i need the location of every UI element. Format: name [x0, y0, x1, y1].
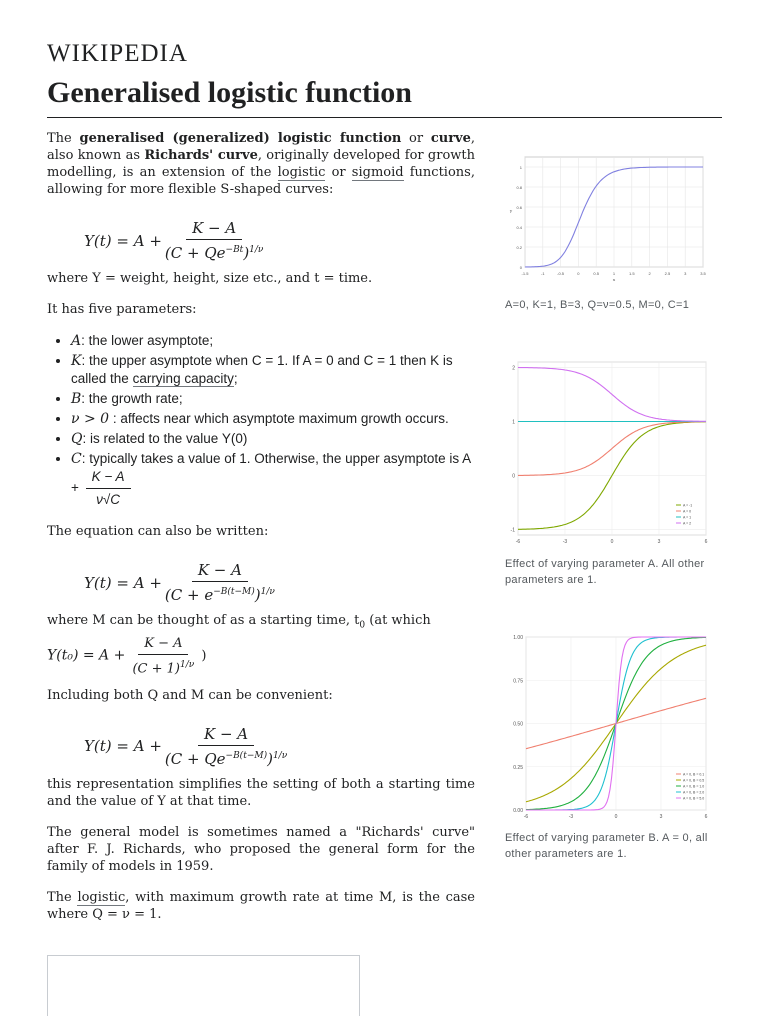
x-tick-label: 0.5	[593, 271, 599, 276]
figure-vary-b[interactable]	[506, 632, 712, 822]
list-item: • ν > 0 : affects near which asymptote maximum growth occurs.	[71, 410, 475, 428]
carrying-capacity-link[interactable]: carrying capacity	[132, 371, 234, 386]
legend-label: A = 2	[683, 521, 692, 526]
page-title: Generalised logistic function	[47, 76, 412, 109]
x-tick-label: -3	[562, 539, 568, 545]
y-tick-label: 0.00	[513, 808, 523, 814]
y-axis-label: y	[509, 208, 513, 213]
starting-time-paragraph: where M can be thought of as a starting time, $t_0$ (at which Y(t₀) = A + $\frac{K - A}{(C + 1)^{1/\nu}}$ )	[47, 613, 431, 676]
legend-label: A = 0, B = 5.0	[683, 796, 705, 801]
figure-caption: Effect of varying parameter A. All other parameters are 1.	[505, 558, 705, 586]
y-tick-label: 0.2	[516, 245, 522, 250]
x-tick-label: -1.5	[521, 271, 529, 276]
y-tick-label: 2	[512, 365, 515, 372]
simplifies-paragraph: this representation simplifies the setting of both a starting time and the value of Y at that time.	[47, 776, 475, 809]
logistic-link-2[interactable]: logistic	[77, 889, 126, 905]
x-tick-label: 3	[684, 271, 687, 276]
list-item: • Q: is related to the value Y(0)	[71, 430, 475, 448]
figure-richards-curve[interactable]	[507, 154, 707, 282]
x-axis-label: x	[612, 277, 616, 282]
legend-label: A = 0	[683, 509, 692, 514]
x-tick-label: -6	[523, 814, 529, 820]
y-tick-label: -1	[510, 527, 515, 534]
legend-label: A = 0, B = 0.1	[683, 772, 705, 777]
legend-label: A = 0, B = 1.0	[683, 784, 705, 789]
figure-vary-a[interactable]	[506, 357, 712, 547]
general-model-paragraph: The general model is sometimes named a "Richards' curve" after F. J. Richards, who proposed the general form for the family of models in 1959.	[47, 824, 475, 874]
legend-label: A = -1	[683, 503, 693, 508]
x-tick-label: 1	[612, 271, 616, 276]
x-tick-label: -0.5	[557, 271, 565, 276]
legend-label: A = 1	[683, 515, 692, 520]
x-tick-label: 3	[659, 814, 663, 820]
figure-caption: A=0, K=1, B=3, Q=ν=0.5, M=0, C=1	[505, 299, 690, 311]
x-tick-label: 0	[614, 814, 618, 820]
list-item: • C: typically takes a value of 1. Otherwise, the upper asymptote is A + $\frac{K - A}{\nu√C}$	[71, 450, 475, 509]
five-params-text: It has five parameters:	[47, 302, 197, 317]
figure-caption: Effect of varying parameter B. A = 0, all other parameters are 1.	[505, 832, 708, 860]
logistic-link[interactable]: logistic	[277, 165, 326, 180]
x-tick-label: 6	[704, 814, 708, 820]
sigmoid-link[interactable]: sigmoid	[351, 165, 404, 180]
x-tick-label: -6	[515, 539, 521, 545]
x-tick-label: 2.5	[664, 271, 671, 276]
including-text: Including both Q and M can be convenient:	[47, 687, 333, 703]
y-tick-label: 1	[512, 419, 515, 426]
y-tick-label: 0.75	[513, 678, 523, 685]
where-paragraph: where Y = weight, height, size etc., and t = time.	[47, 271, 373, 286]
x-tick-label: 1.5	[629, 271, 635, 276]
equation-3: Y(t) = A + $\frac{K - A}{(C + Qe^{-B(t-M)})^{1/\nu}}$	[84, 724, 288, 768]
equation-1: Y(t) = A + $\frac{K - A}{(C + Qe^{-Bt})^{1/\nu}}$	[84, 219, 264, 262]
y-tick-label: 0.25	[513, 764, 523, 771]
y-tick-label: 0.4	[516, 225, 522, 230]
y-tick-label: 0.8	[516, 185, 522, 190]
x-tick-label: 6	[704, 539, 708, 545]
x-tick-label: 2	[648, 271, 651, 276]
x-tick-label: 3.5	[700, 271, 706, 276]
parameter-list	[47, 332, 475, 509]
y-tick-label: 0	[519, 265, 522, 270]
equation-2: Y(t) = A + $\frac{K - A}{(C + e^{-B(t-M)})^{1/\nu}}$	[84, 561, 275, 604]
wikipedia-wordmark[interactable]: WIKIPEDIA	[47, 40, 188, 67]
y-tick-label: 0.6	[516, 205, 522, 210]
intro-paragraph: The generalised (generalized) logistic function or curve, also known as Richards' curve, originally developed for growth modelling, is an extension of the logistic or sigmoid functions, allowing for more flexible S-shaped curves:	[47, 131, 476, 197]
x-tick-label: 0	[577, 271, 580, 276]
list-item: • A: the lower asymptote;	[71, 332, 475, 350]
y-tick-label: 1.00	[513, 635, 523, 641]
x-tick-label: -3	[568, 814, 574, 820]
x-tick-label: 0	[610, 539, 614, 545]
x-tick-label: -1	[541, 271, 545, 276]
x-tick-label: 3	[657, 539, 661, 545]
y-tick-label: 1	[519, 165, 522, 170]
legend-label: A = 0, B = 2.0	[683, 790, 705, 795]
also-written-text: The equation can also be written:	[47, 524, 269, 539]
title-divider	[47, 117, 722, 118]
contents-box	[47, 955, 360, 1016]
article-body	[47, 130, 475, 937]
y-tick-label: 0	[512, 473, 515, 480]
list-item: • B: the growth rate;	[71, 390, 475, 408]
legend-label: A = 0, B = 0.5	[683, 778, 705, 783]
logistic-paragraph: The logistic, with maximum growth rate at time M, is the case where Q = ν = 1.	[47, 889, 475, 922]
list-item: • K: the upper asymptote when C = 1. If A = 0 and C = 1 then K is called the carrying capacity;	[71, 352, 475, 388]
y-tick-label: 0.50	[513, 721, 523, 728]
